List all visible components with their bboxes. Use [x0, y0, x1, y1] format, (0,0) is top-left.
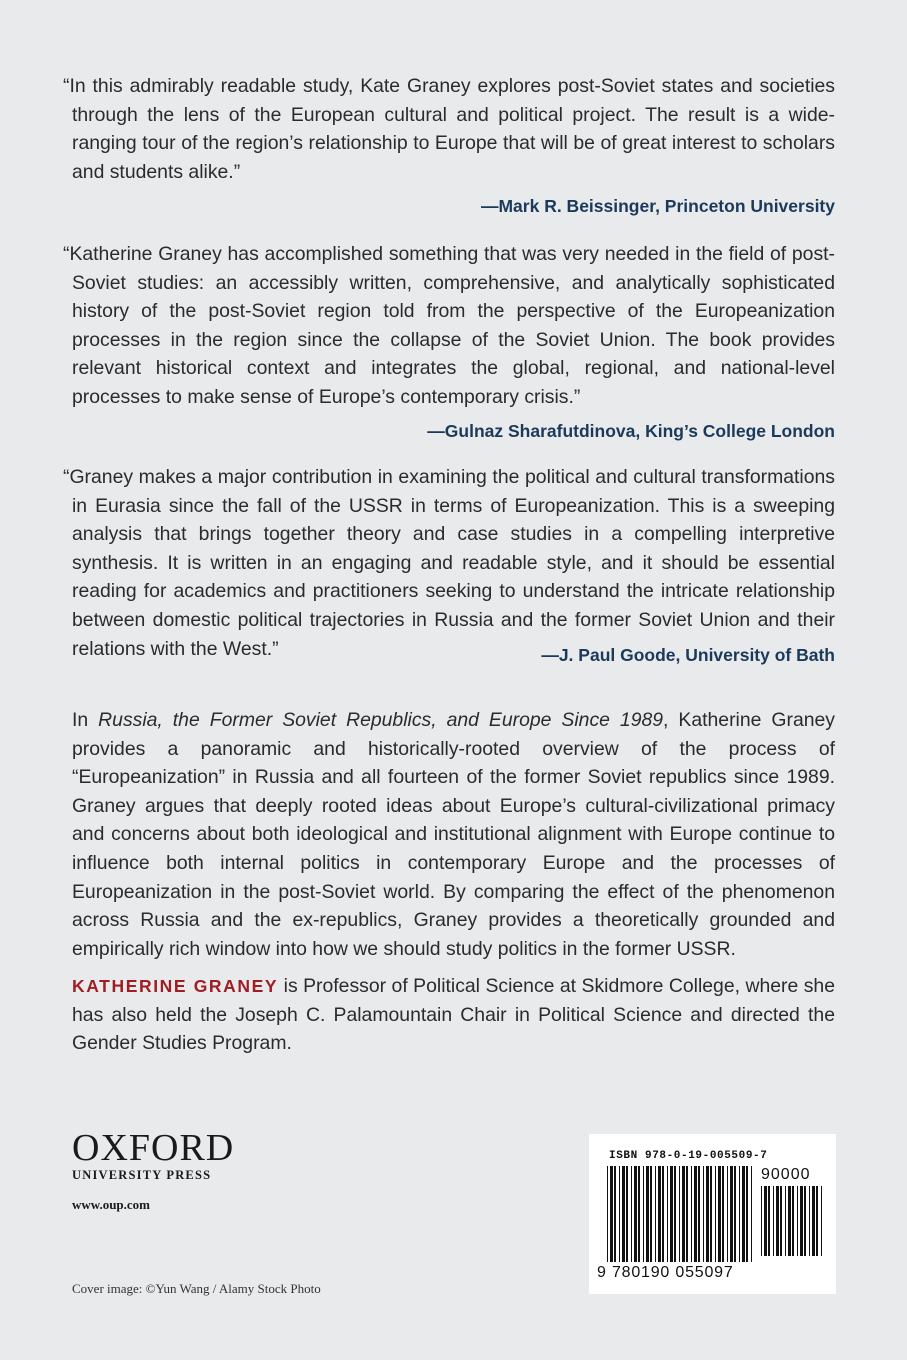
barcode-bar — [780, 1186, 782, 1256]
barcode-bar — [631, 1166, 632, 1262]
barcode-bar — [797, 1186, 798, 1256]
barcode-bar — [691, 1166, 692, 1262]
barcode-bar — [776, 1186, 779, 1256]
publisher-name: OXFORD — [72, 1127, 235, 1169]
barcode-bar — [614, 1166, 616, 1262]
barcode-bar — [761, 1186, 762, 1256]
barcode-bar — [706, 1166, 709, 1262]
review-attribution-2: —Gulnaz Sharafutdinova, King’s College London — [427, 421, 835, 441]
barcode-bar — [809, 1186, 810, 1256]
price-code: 90000 — [761, 1166, 811, 1183]
barcode-bar — [619, 1166, 620, 1262]
barcode-bar — [785, 1186, 786, 1256]
author-bio — [72, 972, 835, 1058]
cover-credit: Cover image: ©Yun Wang / Alamy Stock Photo — [72, 1281, 321, 1296]
barcode-bar — [662, 1166, 664, 1262]
description-lead: In — [72, 709, 99, 731]
barcode-bar — [722, 1166, 724, 1262]
barcode-bar — [718, 1166, 721, 1262]
review-attribution-3: —J. Paul Goode, University of Bath — [541, 645, 835, 665]
barcode-bar — [821, 1186, 822, 1256]
isbn-text: ISBN 978-0-19-005509-7 — [609, 1150, 768, 1162]
review-attribution-1: —Mark R. Beissinger, Princeton University — [480, 196, 835, 216]
barcode-bar — [655, 1166, 656, 1262]
publisher-subtitle: UNIVERSITY PRESS — [72, 1168, 212, 1182]
barcode-bar — [768, 1186, 770, 1256]
oxford-logo — [72, 1127, 235, 1183]
barcode-bar — [800, 1186, 803, 1256]
barcode-bar — [643, 1166, 644, 1262]
barcode-bar — [804, 1186, 806, 1256]
barcode-bar — [812, 1186, 815, 1256]
barcode-bar — [679, 1166, 680, 1262]
ean-digits: 9 780190 055097 — [597, 1264, 734, 1281]
book-title: Russia, the Former Soviet Republics, and Europe Since 1989 — [98, 709, 664, 731]
barcode-bar — [658, 1166, 661, 1262]
barcode-bar — [710, 1166, 712, 1262]
barcode-bar — [792, 1186, 794, 1256]
barcode-bar — [764, 1186, 767, 1256]
barcode-bar — [773, 1186, 774, 1256]
barcode-bar — [739, 1166, 740, 1262]
barcode-box — [589, 1134, 836, 1294]
barcode-bar — [694, 1166, 697, 1262]
barcode-bar — [698, 1166, 700, 1262]
barcode-bar — [674, 1166, 676, 1262]
barcode-bar — [734, 1166, 736, 1262]
barcode-bar — [634, 1166, 637, 1262]
barcode-bar — [715, 1166, 716, 1262]
barcode-bar — [746, 1166, 748, 1262]
barcode-bar — [730, 1166, 733, 1262]
barcode-bar — [816, 1186, 818, 1256]
barcode-bar — [607, 1166, 608, 1262]
barcode-bar — [650, 1166, 652, 1262]
barcode-bar — [703, 1166, 704, 1262]
barcode-bar — [670, 1166, 673, 1262]
barcode-bar — [638, 1166, 640, 1262]
review-quote-2: “Katherine Graney has accomplished something that was very needed in the field of post-Soviet studies: an accessibly written, comprehensive, and analytically sophisticated history of the post-Soviet region told from the perspective of the Europeanization processes in the region since the collapse of the Soviet Union. The book provides relevant historical context and integrates the global, regional, and national-level processes to make sense of Europe’s contemporary crisis.” — [63, 243, 835, 408]
barcode-bar — [788, 1186, 791, 1256]
author-bio-text: is Professor of Political Science at Skidmore College, where she has also held the Joseph C. Palamountain Chair in Political Science and directed the Gender Studies Program. — [72, 975, 836, 1055]
barcode-bar — [727, 1166, 728, 1262]
barcode-bar — [682, 1166, 685, 1262]
book-description — [72, 706, 835, 963]
barcode-bar — [610, 1166, 613, 1262]
publisher-url: www.oup.com — [72, 1197, 151, 1212]
barcode-bar — [686, 1166, 688, 1262]
description-text: , Katherine Graney provides a panoramic and historically-rooted overview of the process of “Europeanization” in Russia and all fourteen of the former Soviet republics since 1989. Graney argues that deeply rooted ideas about Europe’s cultural-civilizational primacy and concerns about both ideological and institutional alignment with Europe continue to influence both internal politics in contemporary Europe and the processes of Europeanization in the post-Soviet world. By comparing the effect of the phenomenon across Russia and the ex-republics, Graney provides a theoretically grounded and empirically rich window into how we should study politics in the former USSR. — [72, 709, 835, 960]
author-name: KATHERINE GRANEY — [72, 976, 279, 996]
barcode-bar — [742, 1166, 745, 1262]
review-quote-1: “In this admirably readable study, Kate Graney explores post-Soviet states and societies through the lens of the European cultural and political project. The result is a wide-ranging tour of the region’s relationship to Europe that will be of great interest to scholars and students alike.” — [63, 75, 835, 183]
barcode-bar — [646, 1166, 649, 1262]
barcode-bar — [667, 1166, 668, 1262]
review-quote-3: “Graney makes a major contribution in examining the political and cultural transformations in Eurasia since the fall of the USSR in terms of Europeanization. This is a sweeping analysis that brings together theory and case studies in a compelling interpretive synthesis. It is written in an engaging and readable style, and it should be essential reading for academics and practitioners seeking to understand the intricate relationship between domestic political trajectories in Russia and the former Soviet Union and their relations with the West.” — [63, 466, 835, 660]
barcode-bar — [626, 1166, 628, 1262]
barcode-bar — [751, 1166, 752, 1262]
barcode-bar — [622, 1166, 625, 1262]
